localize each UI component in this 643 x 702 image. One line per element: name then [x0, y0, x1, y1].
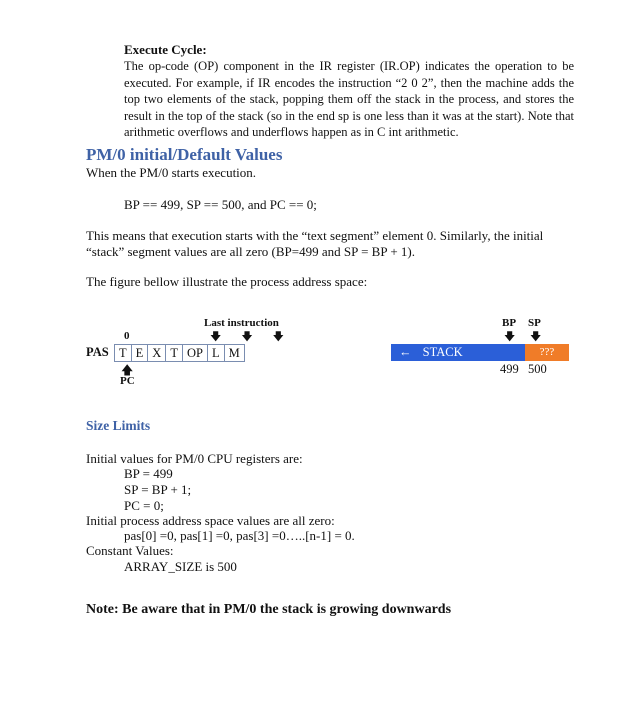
- meaning-line-1: This means that execution starts with the “text segment” element 0. Similarly, the initial: [86, 228, 544, 243]
- defaults-intro: When the PM/0 starts execution.: [86, 165, 257, 180]
- pas-label: PAS: [86, 345, 109, 359]
- left-arrow-icon: ←: [399, 345, 412, 359]
- stack-region-tail: [475, 344, 525, 361]
- registers-line: BP == 499, SP == 500, and PC == 0;: [124, 197, 317, 212]
- down-arrow-icon: 🡇: [530, 331, 542, 343]
- execute-cycle-paragraph: The op-code (OP) component in the IR register (IR.OP) indicates the operation to be executed. For example, if IR encodes the instruction “2 0 2”, then the machine adds the top two elements of the stack, popping them off the stack in the process, and stores the result in the top of the stack (so in the end sp is one less than it was at the start). Note that arithmetic overflows and underflows happen as in C int arithmetic.: [124, 59, 574, 139]
- pas-cell: T: [115, 345, 132, 362]
- pc-label: PC: [120, 375, 135, 387]
- index-zero: 0: [124, 330, 130, 342]
- meaning-line-2: “stack” segment values are all zero (BP=499 and SP = BP + 1).: [86, 244, 415, 259]
- pas-values: pas[0] =0, pas[1] =0, pas[3] =0…..[n-1] = 0.: [124, 528, 355, 543]
- pas-cell: E: [131, 345, 148, 362]
- defaults-heading: PM/0 initial/Default Values: [86, 145, 283, 164]
- pas-text-segment: [114, 344, 245, 362]
- up-arrow-icon: 🡅: [121, 363, 134, 377]
- pas-intro: Initial process address space values are all zero:: [86, 513, 335, 528]
- size-limits-heading: Size Limits: [86, 418, 151, 433]
- pas-cell: M: [224, 345, 244, 362]
- pc-initial: PC = 0;: [124, 498, 164, 513]
- execute-cycle-title: Execute Cycle:: [124, 42, 207, 57]
- bp-initial: BP = 499: [124, 466, 173, 481]
- bp-value: 499: [500, 362, 519, 376]
- stack-direction-note: Note: Be aware that in PM/0 the stack is growing downwards: [86, 602, 452, 617]
- pas-cell: OP: [182, 345, 207, 362]
- sp-label: SP: [528, 317, 541, 329]
- stack-label: STACK: [422, 345, 463, 359]
- stack-region: [391, 344, 475, 361]
- down-arrow-icon: 🡇: [241, 331, 273, 343]
- sp-initial: SP = BP + 1;: [124, 482, 192, 497]
- figure-intro: The figure bellow illustrate the process address space:: [86, 274, 368, 289]
- last-instruction-label: Last instruction: [204, 317, 279, 329]
- pas-cell: X: [148, 345, 166, 362]
- sp-value: 500: [528, 362, 547, 376]
- constant-values-label: Constant Values:: [86, 543, 174, 558]
- down-arrow-icon: 🡇: [504, 331, 516, 343]
- down-arrow-icon: 🡇: [272, 331, 304, 343]
- array-size: ARRAY_SIZE is 500: [124, 559, 237, 574]
- bp-label: BP: [502, 317, 517, 329]
- down-arrow-icon: 🡇: [210, 331, 242, 343]
- initial-values-text: Initial values for PM/0 CPU registers are:: [86, 451, 303, 466]
- stack-top-unknown: ???: [525, 344, 569, 361]
- pas-cell: L: [207, 345, 224, 362]
- pas-cell: T: [166, 345, 183, 362]
